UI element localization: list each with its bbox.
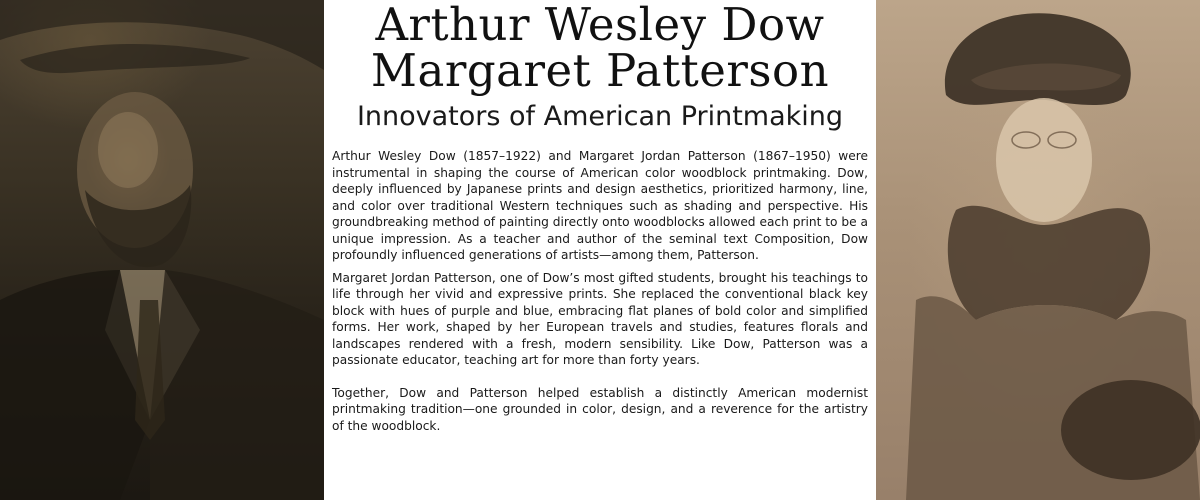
margaret-patterson-portrait-photo [876, 0, 1200, 500]
subtitle: Innovators of American Printmaking [356, 101, 844, 132]
paragraph-dow: Arthur Wesley Dow (1857–1922) and Margaret Jordan Patterson (1867–1950) were instrumental in shaping the course of American color woodblock printmaking. Dow, deeply influenced by Japanese prints and design aesthetics, prioritized harmony, line, and color over traditional Western techniques such as shading and perspective. His groundbreaking method of painting directly onto woodblocks allowed each print to be a unique impression. As a teacher and author of the seminal text Composition, Dow profoundly influenced generations of artists—among them, Patterson. [332, 149, 868, 262]
paragraph-together: Together, Dow and Patterson helped establish a distinctly American modernist printmaking tradition—one grounded in color, design, and a reverence for the artistry of the woodblock. [332, 385, 868, 433]
margaret-patterson-portrait-illustration [876, 0, 1200, 500]
arthur-dow-portrait-photo [0, 0, 324, 500]
body-text [332, 148, 868, 434]
arthur-dow-portrait-illustration [0, 0, 324, 500]
text-panel [324, 0, 876, 500]
title-arthur-wesley-dow: Arthur Wesley Dow [375, 0, 825, 51]
paragraph-patterson: Margaret Jordan Patterson, one of Dow’s most gifted students, brought his teachings to life through her vivid and expressive prints. She replaced the conventional black key block with hues of purple and blue, embracing flat planes of bold color and simplified forms. Her work, shaped by her European travels and studies, features florals and landscapes rendered with a fresh, modern sensibility. Like Dow, Patterson was a passionate educator, teaching art for more than forty years. [332, 270, 868, 367]
title-margaret-patterson: Margaret Patterson [370, 44, 830, 97]
